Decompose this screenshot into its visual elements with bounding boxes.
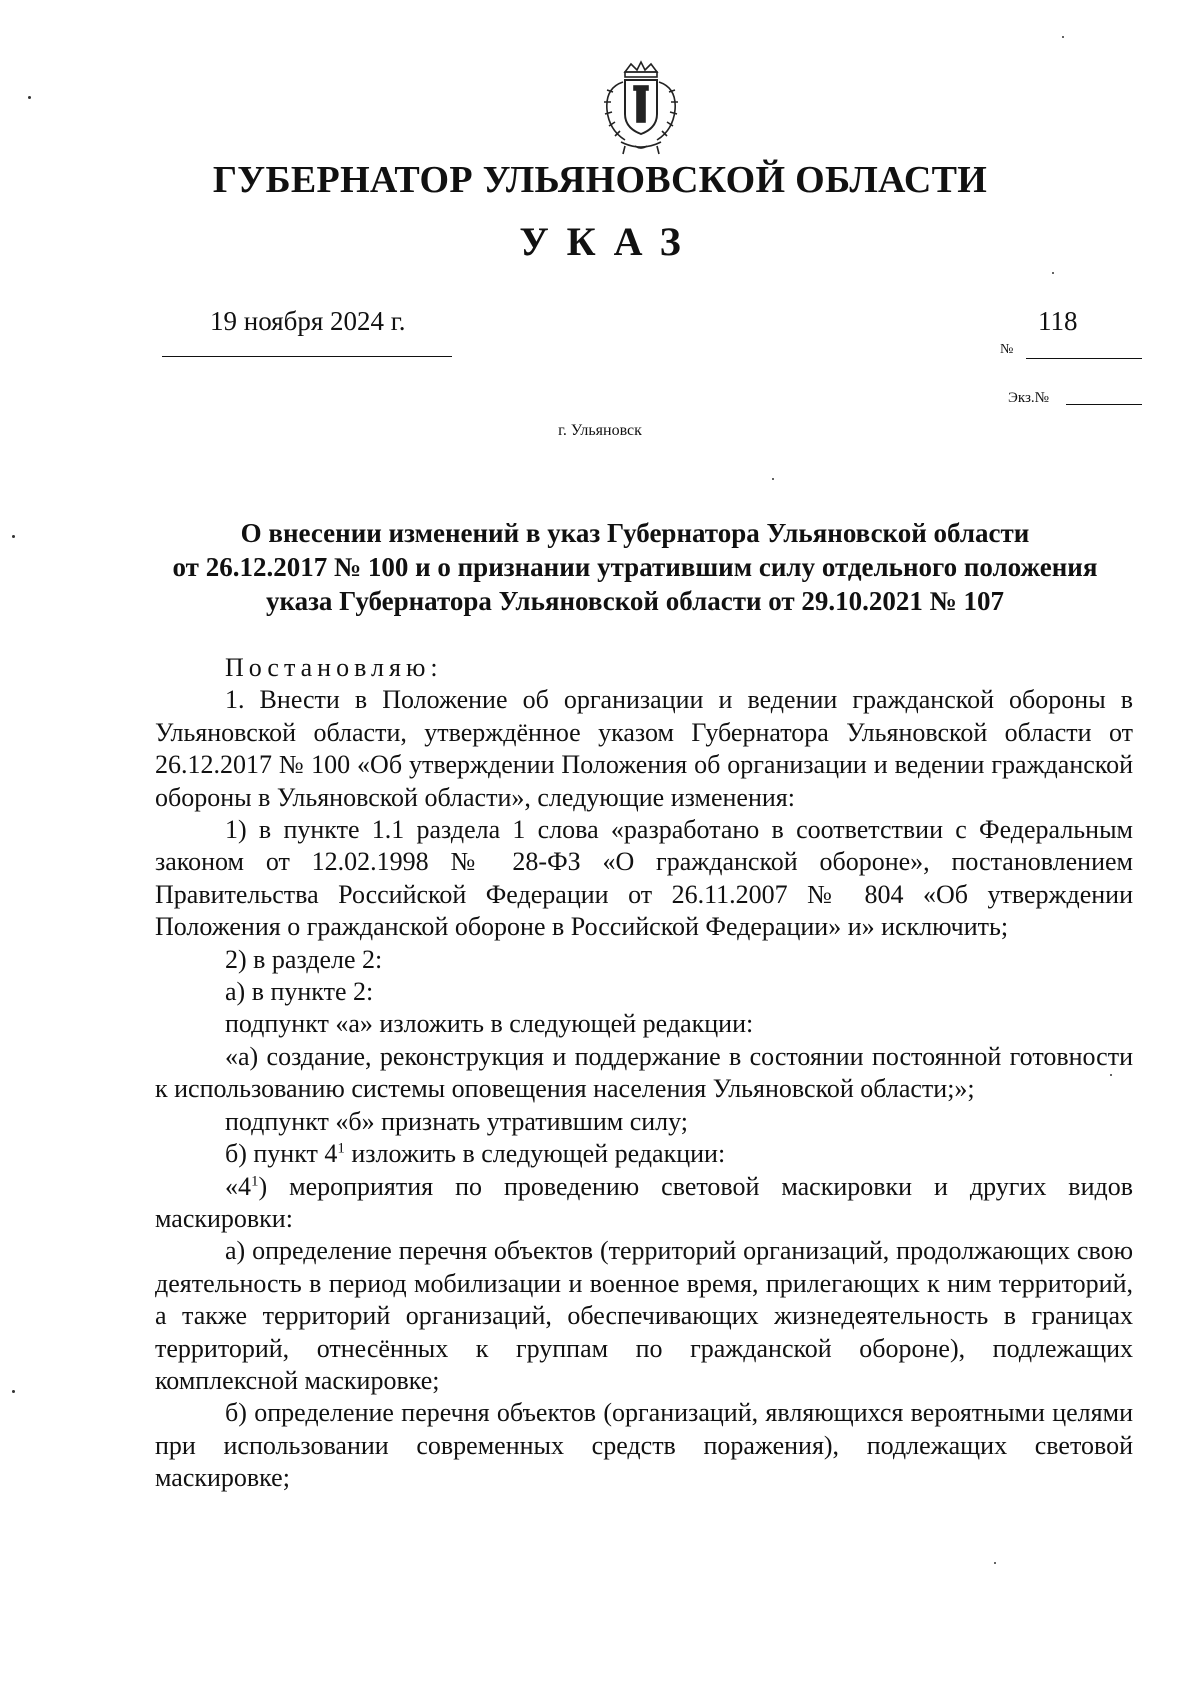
scan-speck xyxy=(28,96,31,99)
scan-speck xyxy=(12,1390,15,1393)
date-underline xyxy=(162,356,452,357)
point-4-1-superscript: 1 xyxy=(251,1172,259,1189)
scan-speck xyxy=(1062,36,1064,38)
coat-of-arms-emblem xyxy=(595,58,687,158)
title-line: от 26.12.2017 № 100 и о признании утратившим силу отдельного положения xyxy=(172,552,1098,582)
subpoint-b-paragraph: подпункт «б» признать утратившим силу; xyxy=(225,1106,688,1136)
subpoint-a-intro: подпункт «а» изложить в следующей редакции: xyxy=(225,1009,754,1039)
document-type: УКАЗ xyxy=(519,219,699,264)
point-4-1-text-end: ) мероприятия по проведению световой маскировки и других видов маскировки: xyxy=(155,1171,1133,1233)
point-a-paragraph: а) определение перечня объектов (территорий организаций, продолжающих свою деятельность в период мобилизации и военное время, прилегающих к ним территорий, а также территорий организаций, обеспечивающих жизнедеятельность в границах территорий, отнесённых к группам по гражданской обороне), подлежащих комплексной маскировке; xyxy=(155,1236,1133,1395)
scan-speck xyxy=(1052,272,1054,274)
number-label: № xyxy=(1000,342,1014,357)
item-2b-paragraph xyxy=(155,1138,1133,1170)
item-2b-text-end: изложить в следующей редакции: xyxy=(344,1139,726,1169)
item-2b-superscript: 1 xyxy=(337,1140,345,1157)
item-2-paragraph: 2) в разделе 2: xyxy=(225,944,383,974)
decree-word: Постановляю: xyxy=(225,653,443,682)
title-line: указа Губернатора Ульяновской области от 29.10.2021 № 107 xyxy=(265,586,1005,616)
point-4-1-text: «4 xyxy=(225,1171,251,1201)
item-1-paragraph: 1. Внести в Положение об организации и ведении гражданской обороны в Ульяновской области, утверждённое указом Губернатора Ульяновской области от 26.12.2017 № 100 «Об утверждении Положения об организации и ведении гражданской обороны в Ульяновской области», следующие изменения: xyxy=(155,685,1133,812)
copy-number-label: Экз.№ xyxy=(1008,390,1049,406)
copy-number-underline xyxy=(1066,404,1142,405)
issuing-authority: ГУБЕРНАТОР УЛЬЯНОВСКОЙ ОБЛАСТИ xyxy=(212,159,988,201)
point-b-paragraph: б) определение перечня объектов (организаций, являющихся вероятными целями при использовании современных средств поражения), подлежащих световой маскировке; xyxy=(155,1398,1133,1493)
decree-title xyxy=(140,516,1130,618)
scan-speck xyxy=(994,1562,996,1564)
scan-speck xyxy=(12,535,15,538)
item-2b-text: б) пункт 4 xyxy=(225,1139,338,1169)
item-1-1-paragraph: 1) в пункте 1.1 раздела 1 слова «разработано в соответствии с Федеральным законом от 12.02.1998 № 28-ФЗ «О гражданской обороне», постановлением Правительства Российской Федерации от 26.11.2007 № 804 «Об утверждении Положения о гражданской обороне в Российской Федерации» и» исключить; xyxy=(155,815,1133,942)
scan-speck xyxy=(772,478,774,480)
decree-number: 118 xyxy=(1038,306,1078,336)
decree-body xyxy=(155,652,1133,1495)
point-4-1-paragraph xyxy=(155,1171,1133,1236)
title-line: О внесении изменений в указ Губернатора Ульяновской области xyxy=(240,518,1030,548)
subpoint-a-text: «а) создание, реконструкция и поддержание в состоянии постоянной готовности к использованию системы оповещения населения Ульяновской области;»; xyxy=(155,1041,1133,1104)
issuing-city: г. Ульяновск xyxy=(558,422,642,439)
number-underline xyxy=(1026,358,1142,359)
item-2a-paragraph: а) в пункте 2: xyxy=(225,977,374,1007)
decree-date: 19 ноября 2024 г. xyxy=(210,306,406,336)
scan-speck xyxy=(1110,1074,1112,1076)
